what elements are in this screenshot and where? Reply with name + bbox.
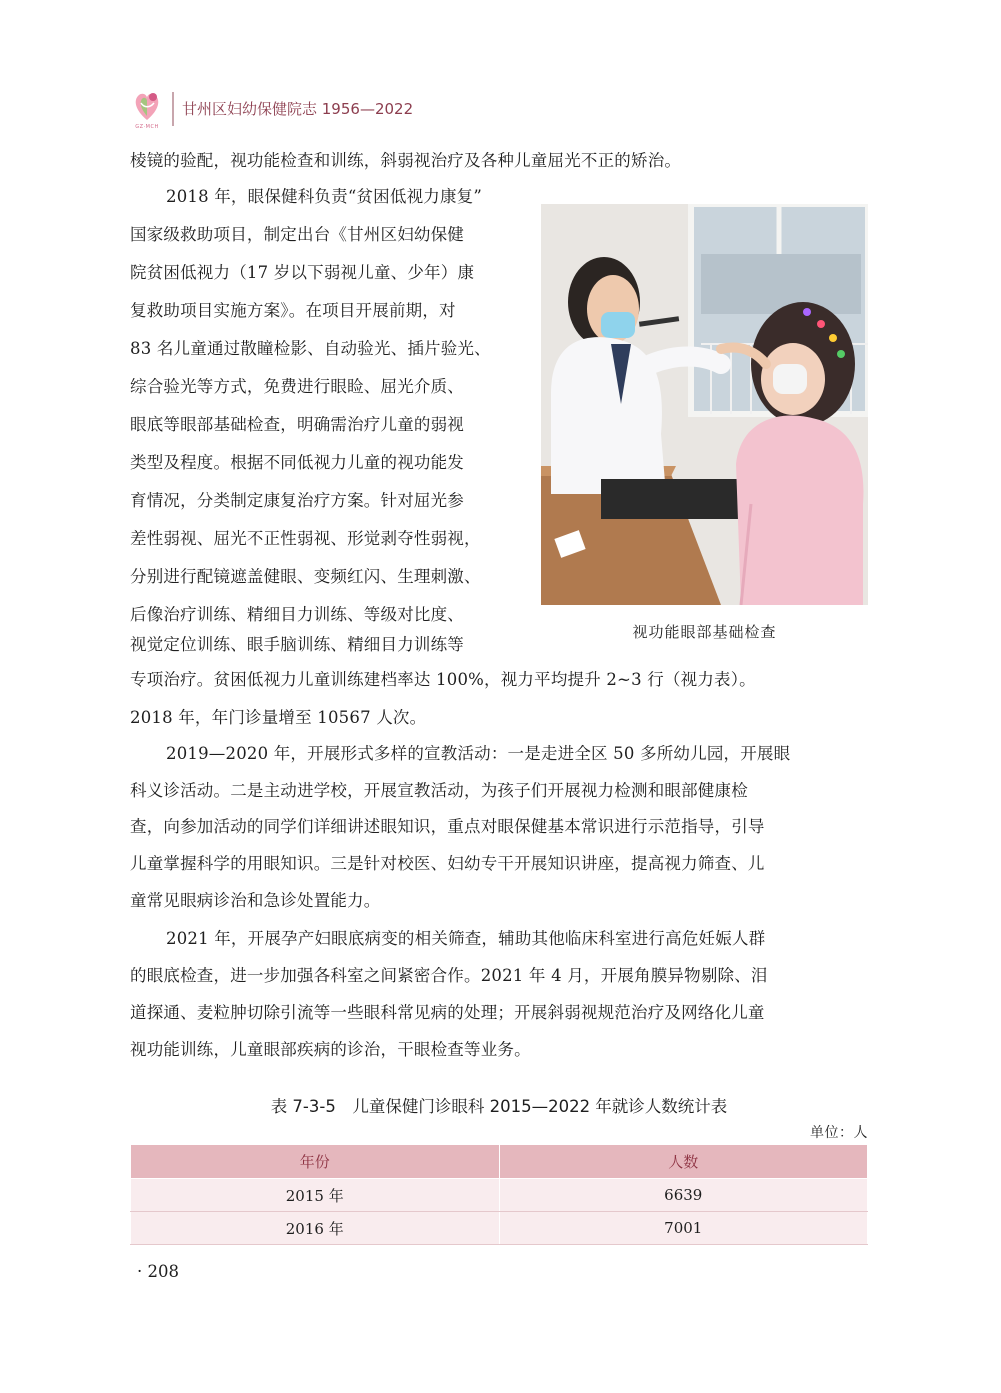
- header-divider: [172, 92, 174, 126]
- page-number: · 208: [137, 1262, 179, 1281]
- table-row: [131, 1179, 868, 1212]
- table-unit: 单位：人: [810, 1125, 868, 1141]
- table-title: 表 7-3-5 儿童保健门诊眼科 2015—2022 年就诊人数统计表: [270, 1097, 728, 1116]
- body-line: 分别进行配镜遮盖健眼、变频红闪、生理刺激、: [130, 567, 481, 586]
- body-line: 2019—2020 年，开展形式多样的宣教活动：一是走进全区 50 多所幼儿园，开展眼: [166, 744, 791, 763]
- book-title: 甘州区妇幼保健院志 1956—2022: [182, 100, 414, 118]
- body-line: 眼底等眼部基础检查，明确需治疗儿童的弱视: [130, 415, 464, 434]
- table-header-row: [131, 1145, 868, 1179]
- cell-count: 6639: [499, 1179, 868, 1212]
- body-line: 复救助项目实施方案》。在项目开展前期，对: [130, 301, 456, 320]
- photo-caption: 视功能眼部基础检查: [632, 623, 777, 641]
- logo-text: GZ·MCH: [135, 124, 159, 130]
- body-line: 道探通、麦粒肿切除引流等一些眼科常见病的处理；开展斜弱视规范治疗及网络化儿童: [130, 1003, 765, 1022]
- body-line: 类型及程度。根据不同低视力儿童的视功能发: [130, 453, 464, 472]
- running-header: [130, 86, 870, 132]
- body-line: 专项治疗。贫困低视力儿童训练建档率达 100%，视力平均提升 2~3 行（视力表）。: [130, 670, 756, 689]
- cell-year: 2015 年: [131, 1179, 500, 1212]
- body-line: 的眼底检查，进一步加强各科室之间紧密合作。2021 年 4 月，开展角膜异物剔除、泪: [130, 966, 768, 985]
- body-line: 视觉定位训练、眼手脑训练、精细目力训练等: [130, 635, 464, 654]
- column-header-year: 年份: [131, 1145, 500, 1179]
- body-line: 童常见眼病诊治和急诊处置能力。: [130, 891, 381, 910]
- hospital-logo-icon: [130, 86, 164, 132]
- body-line: 后像治疗训练、精细目力训练、等级对比度、: [130, 605, 464, 624]
- body-line: 院贫困低视力（17 岁以下弱视儿童、少年）康: [130, 263, 475, 282]
- body-line: 83 名儿童通过散瞳检影、自动验光、插片验光、: [130, 339, 491, 358]
- eye-exam-photo: [541, 204, 868, 605]
- body-line: 差性弱视、屈光不正性弱视、形觉剥夺性弱视，: [130, 529, 481, 548]
- cell-year: 2016 年: [131, 1212, 500, 1245]
- body-line: 2018 年，眼保健科负责“贫困低视力康复”: [166, 187, 483, 206]
- body-line: 棱镜的验配，视功能检查和训练，斜弱视治疗及各种儿童屈光不正的矫治。: [130, 151, 682, 170]
- body-line: 2018 年，年门诊量增至 10567 人次。: [130, 708, 427, 727]
- body-line: 2021 年，开展孕产妇眼底病变的相关筛查，辅助其他临床科室进行高危妊娠人群: [166, 929, 766, 948]
- visit-stats-table: [130, 1144, 868, 1245]
- column-header-count: 人数: [499, 1145, 868, 1179]
- body-line: 科义诊活动。二是主动进学校，开展宣教活动，为孩子们开展视力检测和眼部健康检: [130, 781, 748, 800]
- cell-count: 7001: [499, 1212, 868, 1245]
- body-line: 国家级救助项目，制定出台《甘州区妇幼保健: [130, 225, 464, 244]
- body-line: 育情况，分类制定康复治疗方案。针对屈光参: [130, 491, 464, 510]
- table-row: [131, 1212, 868, 1245]
- body-line: 视功能训练，儿童眼部疾病的诊治，干眼检查等业务。: [130, 1040, 531, 1059]
- body-line: 儿童掌握科学的用眼知识。三是针对校医、妇幼专干开展知识讲座，提高视力筛查、儿: [130, 854, 765, 873]
- body-line: 查，向参加活动的同学们详细讲述眼知识，重点对眼保健基本常识进行示范指导，引导: [130, 817, 765, 836]
- body-line: 综合验光等方式，免费进行眼睑、屈光介质、: [130, 377, 464, 396]
